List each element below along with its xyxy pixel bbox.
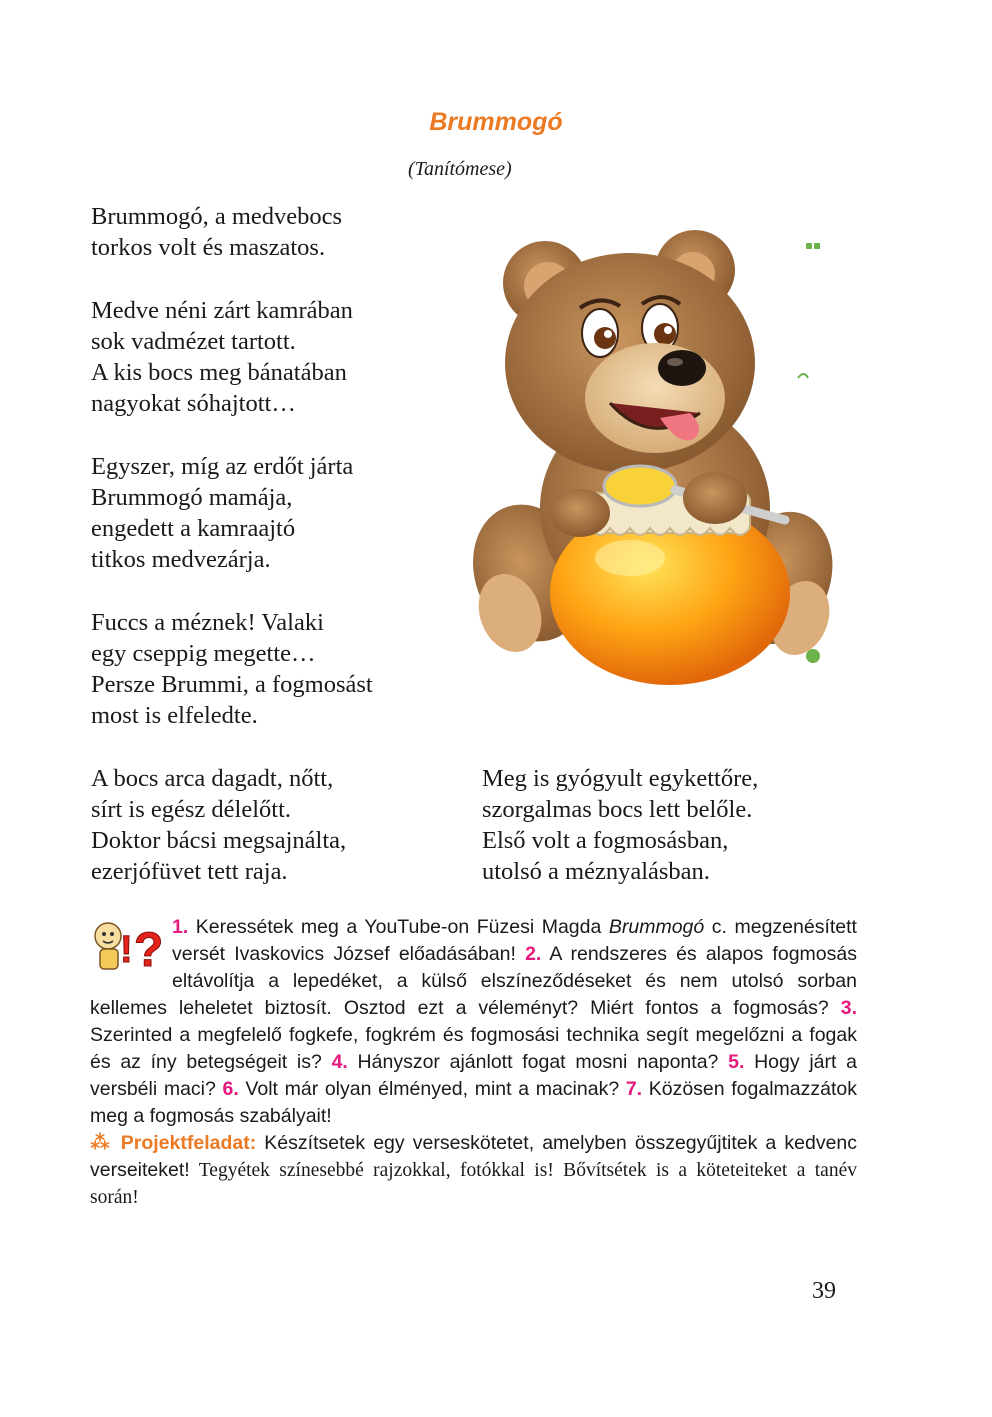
poem-subtitle: (Tanítómese) bbox=[408, 158, 512, 180]
stanza-5 bbox=[91, 763, 346, 887]
verse-line: sok vadmézet tartott. bbox=[91, 328, 296, 355]
task-text: Hányszor ajánlott fogat mosni naponta? bbox=[347, 1051, 729, 1073]
verse-line: Medve néni zárt kamrában bbox=[91, 297, 353, 324]
task-text: Volt már olyan élményed, mint a macinak? bbox=[238, 1078, 626, 1100]
verse-line: Egyszer, míg az erdőt járta bbox=[91, 453, 354, 480]
stanza-2 bbox=[91, 295, 353, 419]
task-number: 7. bbox=[625, 1078, 643, 1100]
verse-line: most is elfeledte. bbox=[91, 702, 258, 729]
task-section bbox=[90, 914, 857, 1211]
verse-line: egy cseppig megette… bbox=[91, 640, 316, 667]
task-text: Közösen fogalmazzátok meg a fogmosás szabályait! bbox=[90, 1078, 857, 1127]
verse-line: engedett a kamraajtó bbox=[91, 515, 296, 542]
verse-line: titkos medvezárja. bbox=[91, 546, 271, 573]
bear-illustration bbox=[470, 228, 850, 688]
verse-line: A kis bocs meg bánatában bbox=[91, 359, 347, 386]
task-text: c. megzenésített versét Ivaskovics József előadásában! bbox=[172, 916, 857, 965]
verse-line: ezerjófüvet tett raja. bbox=[91, 858, 288, 885]
verse-line: utolsó a méznyalásban. bbox=[482, 858, 710, 885]
project-text: Készítsetek egy verseskötetet, amelyben összegyűjtitek a kedvenc verseiteket! bbox=[90, 1132, 858, 1181]
task-number: 4. bbox=[331, 1051, 348, 1073]
task-number: 2. bbox=[525, 943, 542, 965]
page-number: 39 bbox=[812, 1278, 836, 1304]
stanza-1 bbox=[91, 201, 342, 263]
verse-line: sírt is egész délelőtt. bbox=[91, 796, 292, 823]
project-text-serif: Tegyétek színesebbé rajzokkal, fotókkal is! Bővítsétek is a köteteiteket a tanév során! bbox=[90, 1160, 857, 1208]
task-text: Hogy járt a versbéli maci? bbox=[90, 1051, 857, 1100]
task-text: Szerinted a megfelelő fogkefe, fogkrém és fogmosási technika segít megelőzni a fogak és az íny betegségeit is? bbox=[90, 1024, 857, 1073]
verse-line: nagyokat sóhajtott… bbox=[91, 390, 296, 417]
verse-line: Fuccs a méznek! Valaki bbox=[91, 609, 324, 636]
verse-line: szorgalmas bocs lett belőle. bbox=[482, 796, 753, 823]
svg-text:!: ! bbox=[120, 929, 133, 971]
verse-line: Meg is gyógyult egykettőre, bbox=[482, 765, 759, 792]
question-mark-icon bbox=[90, 914, 168, 974]
project-label: Projektfeladat: bbox=[120, 1132, 257, 1154]
task-italic-title: Brummogó bbox=[608, 916, 705, 938]
task-number: 6. bbox=[222, 1078, 239, 1100]
verse-line: torkos volt és maszatos. bbox=[91, 234, 326, 261]
verse-line: Brummogó, a medvebocs bbox=[91, 203, 343, 230]
task-number: 5. bbox=[728, 1051, 745, 1073]
verse-line: Első volt a fogmosásban, bbox=[482, 827, 729, 854]
svg-text:?: ? bbox=[134, 924, 164, 974]
task-text: A rendszeres és alapos fogmosás eltávolítja a lepedéket, a külső elszíneződéseket és nem utolsó sorban kellemes leheletet biztosít. Osztod ezt a véleményt? Miért fontos a fogmosás? bbox=[90, 943, 857, 1019]
verse-line: Doktor bácsi megsajnálta, bbox=[91, 827, 347, 854]
stanza-4 bbox=[91, 607, 373, 731]
sparkle-icon: ⁂ bbox=[90, 1132, 113, 1154]
verse-line: Brummogó mamája, bbox=[91, 484, 293, 511]
task-text: Keressétek meg a YouTube-on Füzesi Magda bbox=[188, 916, 609, 938]
stanza-3 bbox=[91, 451, 353, 575]
task-number: 1. bbox=[172, 916, 189, 938]
verse-line: Persze Brummi, a fogmosást bbox=[91, 671, 373, 698]
poem-title: Brummogó bbox=[429, 108, 563, 136]
stanza-6 bbox=[482, 763, 758, 887]
verse-line: A bocs arca dagadt, nőtt, bbox=[91, 765, 334, 792]
task-number: 3. bbox=[840, 997, 857, 1019]
